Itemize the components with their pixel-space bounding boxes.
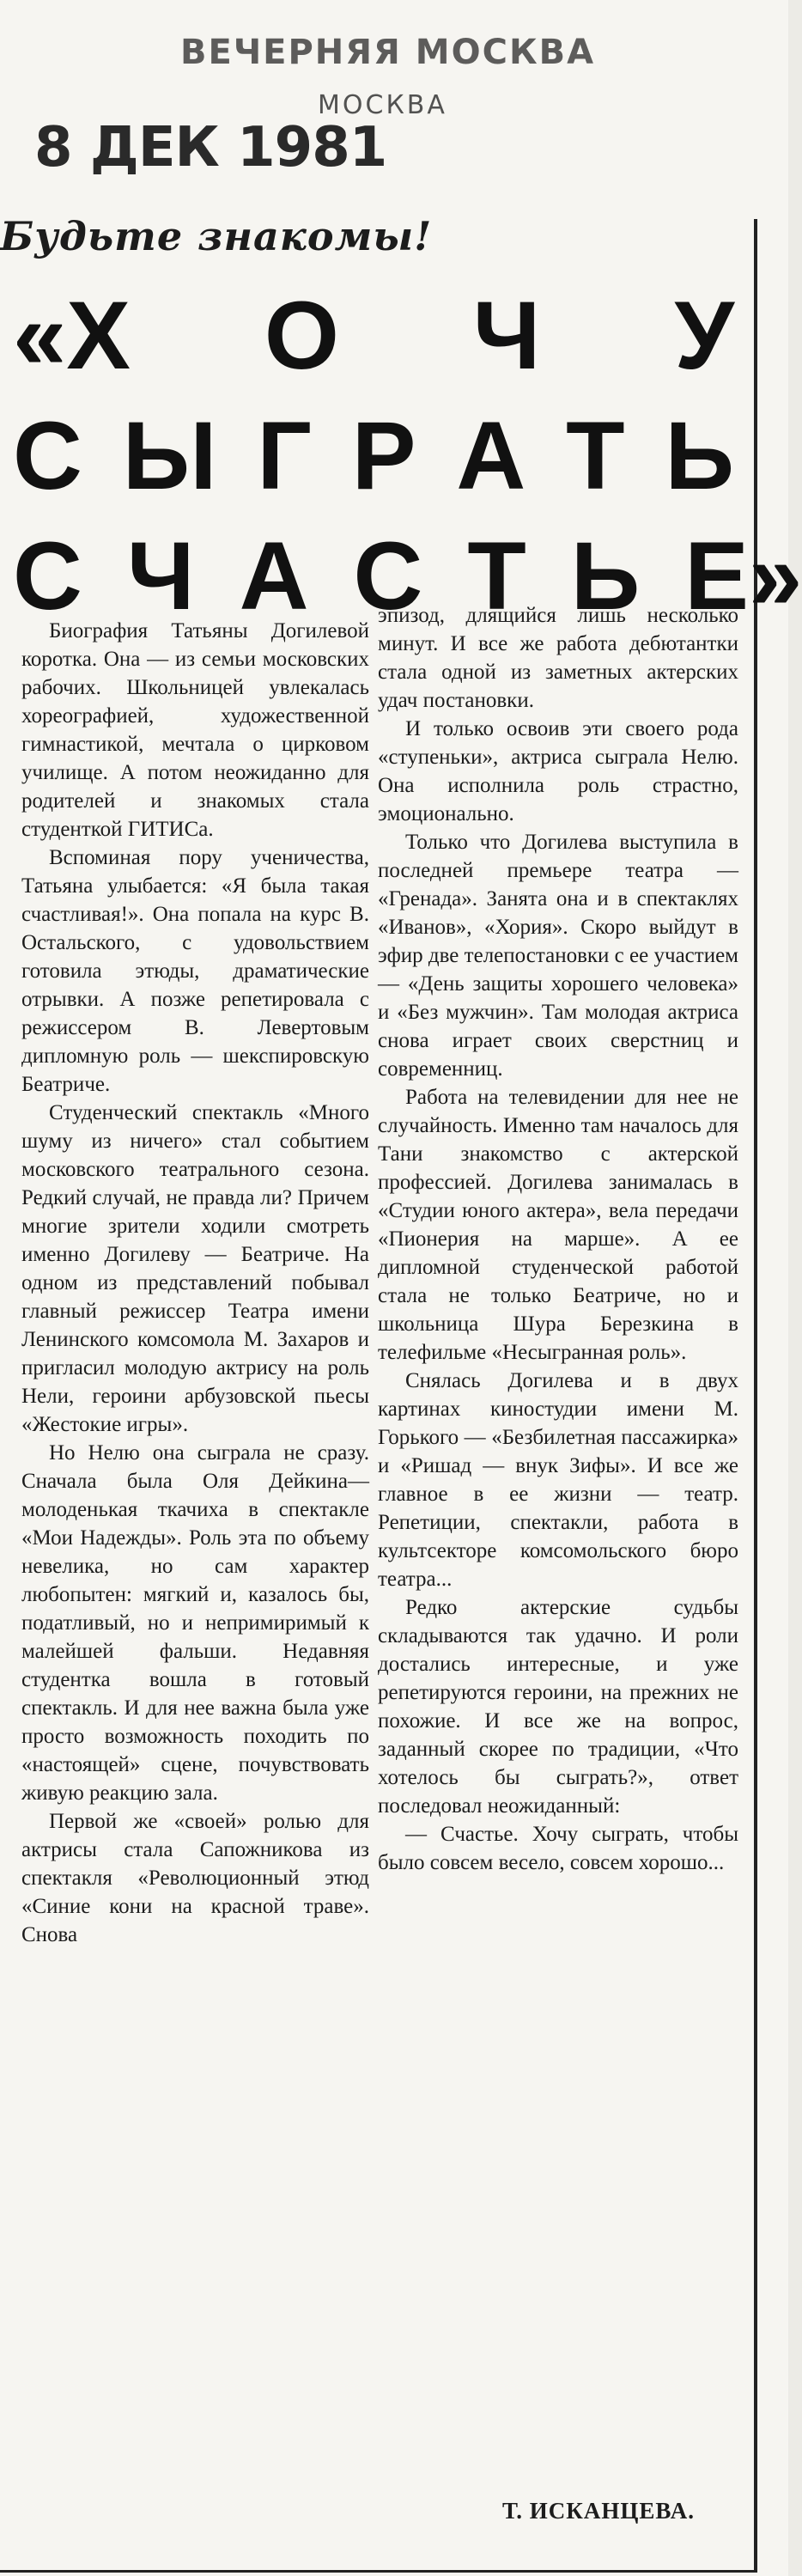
stamp-city: МОСКВА bbox=[318, 90, 447, 120]
headline-letter: Т bbox=[566, 402, 625, 509]
paragraph: Но Нелю она сыграла не сразу. Сначала была Оля Дейкина—молоденькая ткачиха в спектакле «Мои Надежды». Роль эта по объему невелика, но сам характер любопытен: мягкий и, казалось бы, податливый, но и непримиримый к малейшей фальши. Недавняя студентка вошла в готовый спектакль. И для нее важна была уже просто возможность походить по «настоящей» сцене, почувствовать живую реакцию зала. bbox=[21, 1441, 369, 1805]
paragraph: И только освоив эти своего рода «ступеньки», актриса сыграла Нелю. Она исполнила роль страстно, эмоционально. bbox=[378, 717, 738, 825]
headline-letter: А bbox=[456, 402, 526, 509]
paragraph: Вспоминая пору ученичества, Татьяна улыбается: «Я была такая счастливая!». Она попала на курс В. Остальского, с удовольствием готовила этюды, драматические отрывки. А позже репетировала с режиссером В. Левертовым дипломную роль — шекспировскую Беатриче. bbox=[21, 846, 369, 1096]
headline-letter: «Х bbox=[13, 282, 131, 389]
headline-letter: Ч bbox=[472, 282, 541, 389]
headline-line-1 bbox=[13, 282, 734, 389]
paragraph: эпизод, длящийся лишь несколько минут. И все же работа дебютантки стала одной из заметных актерских удач постановки. bbox=[378, 604, 738, 712]
paragraph: — Счастье. Хочу сыграть, чтобы было совсем весело, совсем хорошо... bbox=[378, 1823, 738, 1874]
rubric: Будьте знакомы! bbox=[0, 213, 433, 259]
stamp-newspaper: ВЕЧЕРНЯЯ МОСКВА bbox=[180, 33, 596, 72]
headline-letter: Ь bbox=[570, 522, 641, 630]
paragraph: Редко актерские судьбы складываются так удачно. И роли достались интересные, и уже репетируются героини, на прежних не похожие. И все же на вопрос, заданный скорее по традиции, «Что хотелось бы сыграть?», ответ последовал неожиданный: bbox=[378, 1596, 738, 1818]
article-column-2 bbox=[378, 601, 738, 1877]
headline-letter: Г bbox=[257, 402, 312, 509]
headline-letter: Ы bbox=[122, 402, 217, 509]
paragraph: Первой же «своей» ролью для актрисы стала Сапожникова из спектакля «Революционный этюд «Синие кони на красной траве». Снова bbox=[21, 1810, 369, 1946]
stamp-date: 8 ДЕК 1981 bbox=[34, 116, 387, 180]
headline-letter: Е» bbox=[684, 522, 802, 630]
headline-letter: Т bbox=[467, 522, 526, 630]
headline-letter: А bbox=[239, 522, 309, 630]
headline-letter: О bbox=[264, 282, 339, 389]
article-column-1 bbox=[21, 617, 369, 1949]
paragraph: Снялась Догилева и в двух картинах киностудии имени М. Горького — «Безбилетная пассажирка» и «Ришад — внук Зифы». И все же главное в ее жизни — театр. Репетиции, спектакли, работа в культсекторе комсомольского бюро театра... bbox=[378, 1369, 738, 1591]
headline-letter: С bbox=[13, 522, 82, 630]
headline-letter: С bbox=[353, 522, 423, 630]
headline-letter: У bbox=[674, 282, 734, 389]
headline-letter: Ч bbox=[126, 522, 195, 630]
headline-letter: С bbox=[13, 402, 82, 509]
headline-letter: Ь bbox=[665, 402, 734, 509]
paragraph: Только что Догилева выступила в последней премьере театра — «Гренада». Занята она и в спектаклях «Иванов», «Хория». Скоро выйдут в эфир две телепостановки с ее участием — «День защиты хорошего человека» и «Без мужчин». Там молодая актриса снова играет своих сверстниц и современниц. bbox=[378, 831, 738, 1081]
headline-line-2 bbox=[13, 402, 734, 509]
paragraph: Студенческий спектакль «Много шуму из ничего» стал событием московского театрального сезона. Редкий случай, не правда ли? Причем многие зрители ходили смотреть именно Догилеву — Беатриче. На одном из представлений побывал главный режиссер Театра имени Ленинского комсомола М. Захаров и пригласил молодую актрису на роль Нели, героини арбузовской пьесы «Жестокие игры». bbox=[21, 1101, 369, 1436]
paragraph: Работа на телевидении для нее не случайность. Именно там началось для Тани знакомство с актерской профессией. Догилева занималась в «Студии юного актера», вела передачи «Пионерия на марше». А ее дипломной студенческой работой стала не только Беатриче, но и школьница Шура Березкина в телефильме «Несыгранная роль». bbox=[378, 1086, 738, 1364]
archive-stamp bbox=[34, 9, 596, 198]
headline-letter: Р bbox=[351, 402, 416, 509]
paragraph: Биография Татьяны Догилевой коротка. Она — из семьи московских рабочих. Школьницей увлекалась хореографией, художественной гимнастикой, мечтала о цирковом училище. А потом неожиданно для родителей и знакомых стала студенткой ГИТИСа. bbox=[21, 619, 369, 841]
author-signature: Т. ИСКАНЦЕВА. bbox=[502, 2498, 695, 2524]
